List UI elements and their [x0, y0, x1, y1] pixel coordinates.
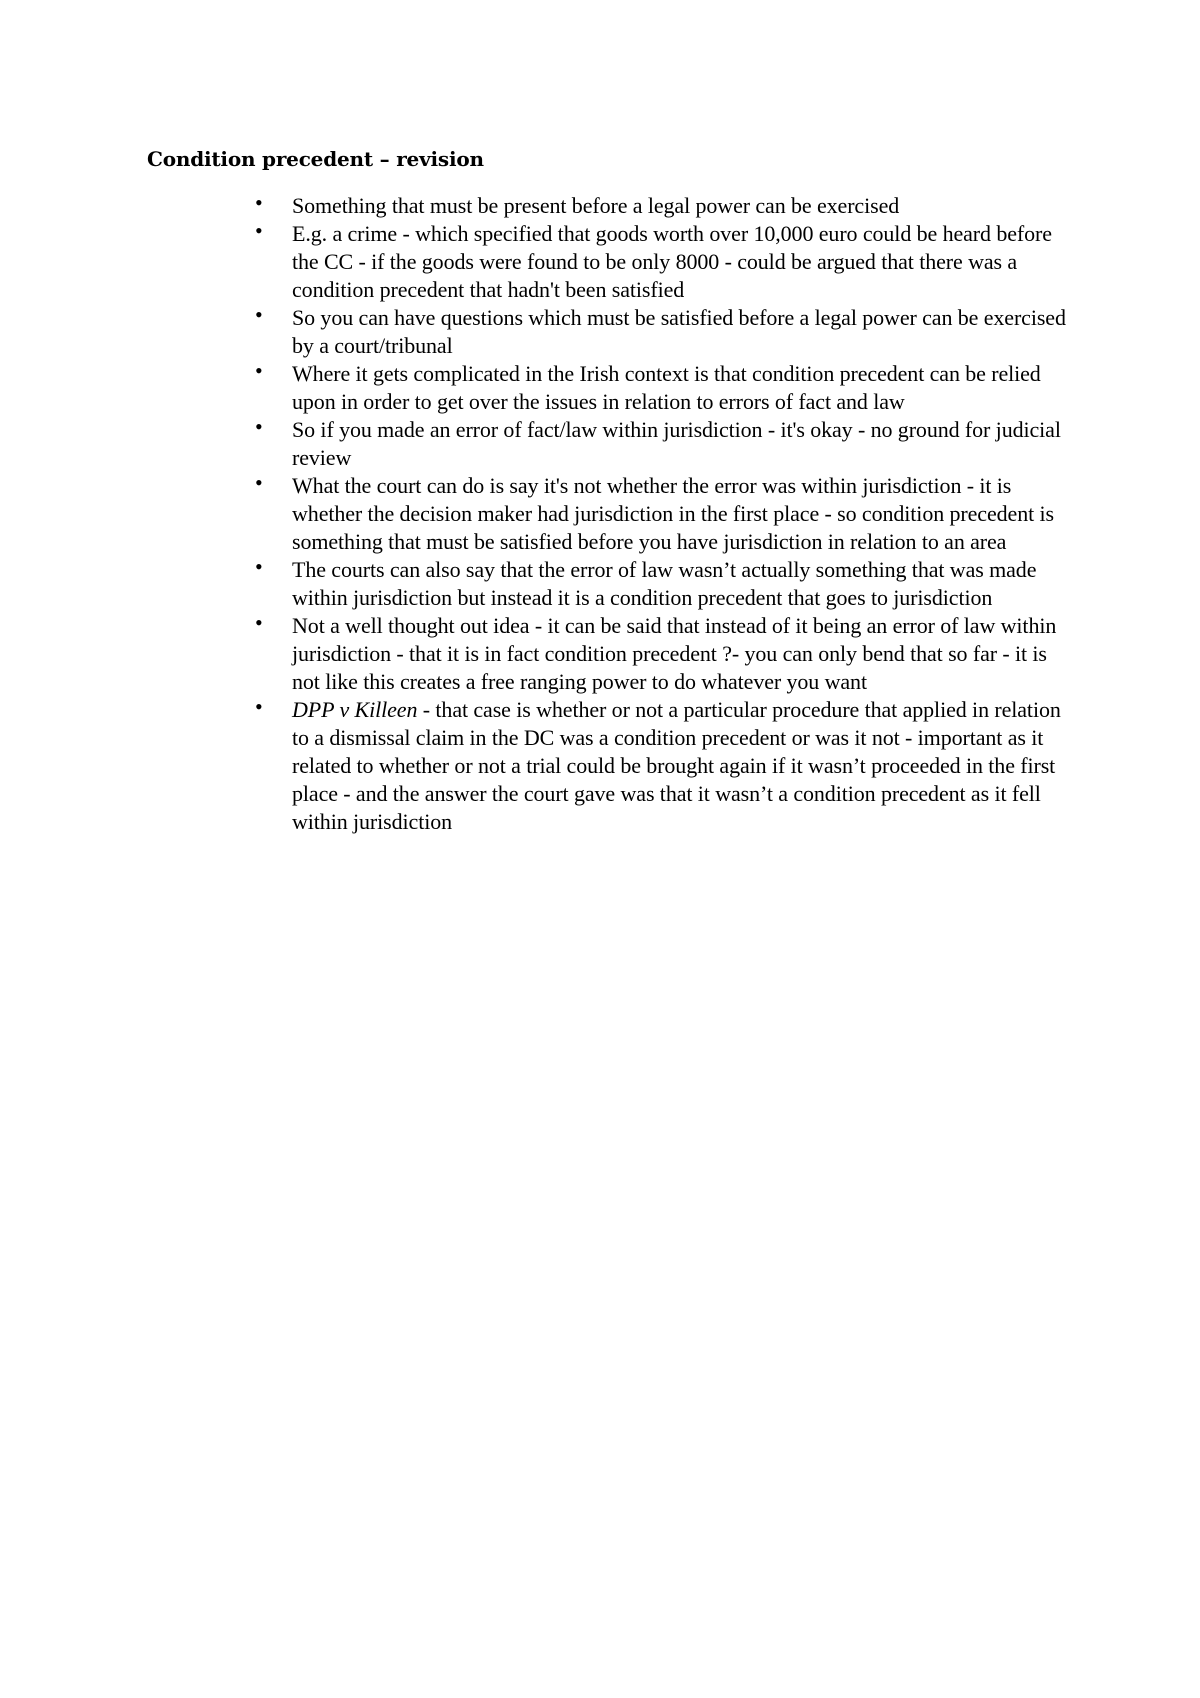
list-item-text: What the court can do is say it's not whether the error was within jurisdiction - it is whether the decision maker had jurisdiction in the first place - so condition precedent is something that must be satisfied before you have jurisdiction in relation to an area [292, 473, 1054, 554]
document-title: Condition precedent – revision [147, 147, 484, 171]
list-item [255, 358, 1072, 416]
bullet-icon: • [255, 694, 263, 719]
bullet-icon: • [255, 358, 263, 383]
bullet-icon: • [255, 302, 263, 327]
bullet-icon: • [255, 218, 263, 243]
list-item [255, 694, 1072, 836]
list-item-text: Where it gets complicated in the Irish context is that condition precedent can be relied upon in order to get over the issues in relation to errors of fact and law [292, 361, 1041, 414]
list-item-text: Not a well thought out idea - it can be said that instead of it being an error of law within jurisdiction - that it is in fact condition precedent ?- you can only bend that so far - it is not like this creates a free ranging power to do whatever you want [292, 613, 1057, 694]
list-item [255, 414, 1072, 472]
list-item-text: - that case is whether or not a particular procedure that applied in relation to a dismissal claim in the DC was a condition precedent or was it not - important as it related to whether or not a trial could be brought again if it wasn’t proceeded in the first place - and the answer the court gave was that it wasn’t a condition precedent as it fell within jurisdiction [292, 697, 1061, 834]
bullet-icon: • [255, 554, 263, 579]
list-item [255, 554, 1072, 612]
list-item-text: So you can have questions which must be satisfied before a legal power can be exercised by a court/tribunal [292, 305, 1066, 358]
list-item-text: So if you made an error of fact/law within jurisdiction - it's okay - no ground for judicial review [292, 417, 1061, 470]
list-item [255, 190, 1072, 220]
bullet-icon: • [255, 610, 263, 635]
bullet-icon: • [255, 470, 263, 495]
bullet-list [255, 190, 1072, 836]
list-item [255, 470, 1072, 556]
bullet-icon: • [255, 190, 263, 215]
list-item-text: E.g. a crime - which specified that goods worth over 10,000 euro could be heard before the CC - if the goods were found to be only 8000 - could be argued that there was a condition precedent that hadn't been satisfied [292, 221, 1052, 302]
list-item [255, 610, 1072, 696]
case-name: DPP v Killeen [292, 697, 418, 722]
list-item [255, 302, 1072, 360]
list-item-text: The courts can also say that the error of law wasn’t actually something that was made within jurisdiction but instead it is a condition precedent that goes to jurisdiction [292, 557, 1037, 610]
list-item [255, 218, 1072, 304]
bullet-icon: • [255, 414, 263, 439]
list-item-text: Something that must be present before a legal power can be exercised [292, 193, 900, 218]
